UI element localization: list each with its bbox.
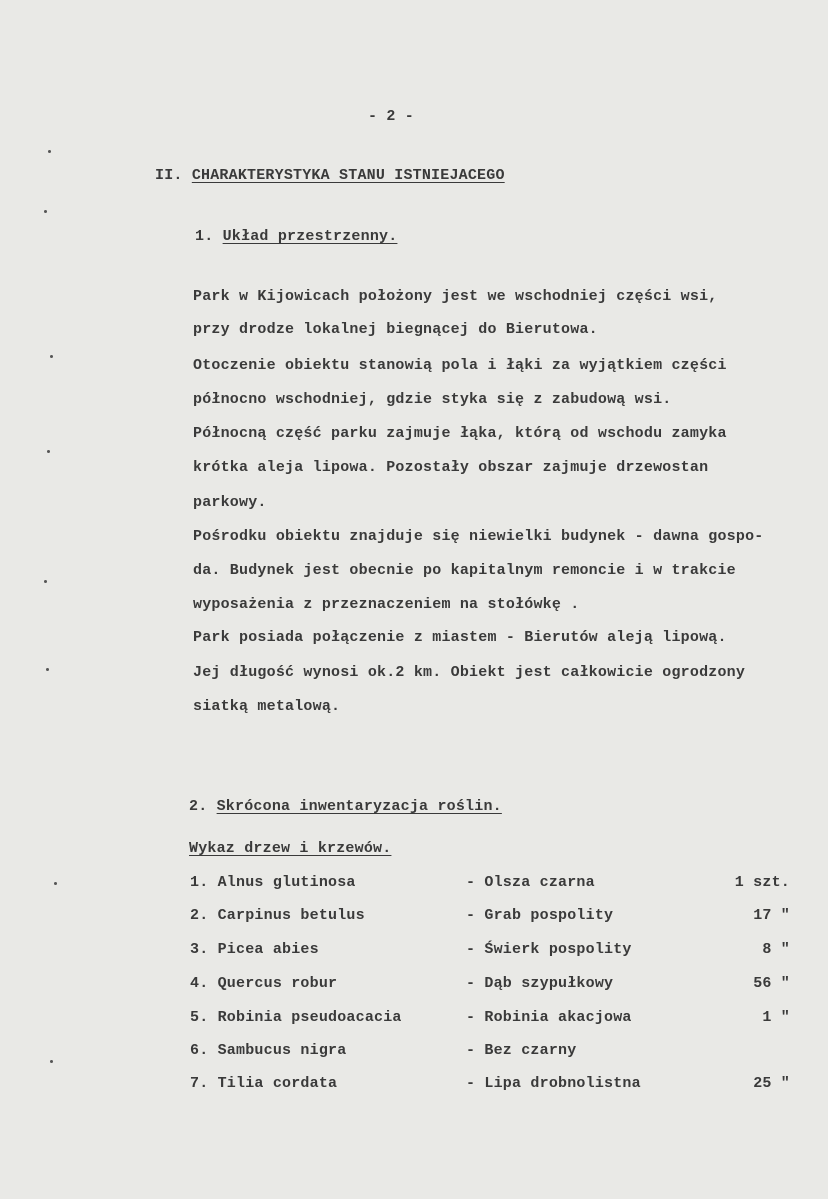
subsection-1-title: Układ przestrzenny. (222, 228, 398, 245)
paragraph-line: da. Budynek jest obecnie po kapitalnym remoncie i w trakcie (193, 562, 736, 579)
punch-hole-mark (44, 210, 47, 213)
item-number: 6. (190, 1042, 209, 1059)
quantity: 1 " (762, 1009, 790, 1026)
punch-hole-mark (50, 355, 53, 358)
list-item (0, 941, 828, 963)
punch-hole-mark (50, 1060, 53, 1063)
latin-name: Carpinus betulus (217, 907, 365, 924)
subsection-2-number: 2. (189, 798, 208, 815)
item-number: 2. (190, 907, 209, 924)
paragraph-line: Północną część parku zajmuje łąka, którą od wschodu zamyka (193, 425, 727, 442)
punch-hole-mark (44, 580, 47, 583)
paragraph-line: siatką metalową. (193, 698, 341, 715)
paragraph-line: wyposażenia z przeznaczeniem na stołówkę . (193, 596, 580, 613)
subsection-2-heading (189, 798, 502, 815)
section-heading (155, 167, 505, 184)
subsection-1-number: 1. (195, 228, 214, 245)
list-item (0, 975, 828, 997)
polish-name: - Olsza czarna (466, 874, 595, 891)
plant-list-heading: Wykaz drzew i krzewów. (189, 840, 392, 857)
paragraph-line: północno wschodniej, gdzie styka się z zabudową wsi. (193, 391, 672, 408)
paragraph-line: Otoczenie obiektu stanowią pola i łąki za wyjątkiem części (193, 357, 727, 374)
page-number: - 2 - (368, 108, 415, 125)
section-title: CHARAKTERYSTYKA STANU ISTNIEJACEGO (191, 167, 505, 184)
subsection-2-title: Skrócona inwentaryzacja roślin. (216, 798, 502, 815)
item-number: 1. (190, 874, 209, 891)
paragraph-line: przy drodze lokalnej biegnącej do Bierutowa. (193, 321, 598, 338)
list-item (0, 1042, 828, 1064)
latin-name: Quercus robur (217, 975, 338, 992)
punch-hole-mark (47, 450, 50, 453)
subsection-1-heading (195, 228, 397, 245)
section-number: II. (155, 167, 183, 184)
latin-name: Alnus glutinosa (217, 874, 356, 891)
polish-name: - Świerk pospolity (466, 941, 632, 958)
item-number: 5. (190, 1009, 209, 1026)
paragraph-line: krótka aleja lipowa. Pozostały obszar zajmuje drzewostan (193, 459, 709, 476)
latin-name: Sambucus nigra (217, 1042, 347, 1059)
paragraph-line: parkowy. (193, 494, 267, 511)
item-number: 3. (190, 941, 209, 958)
item-number: 4. (190, 975, 209, 992)
quantity: 1 szt. (734, 874, 790, 891)
polish-name: - Bez czarny (466, 1042, 577, 1059)
item-number: 7. (190, 1075, 209, 1092)
quantity: 8 " (762, 941, 790, 958)
latin-name: Picea abies (217, 941, 319, 958)
punch-hole-mark (48, 150, 51, 153)
list-item (0, 874, 828, 896)
quantity: 56 " (753, 975, 790, 992)
paragraph-line: Pośrodku obiektu znajduje się niewielki budynek - dawna gospo- (193, 528, 764, 545)
polish-name: - Lipa drobnolistna (466, 1075, 641, 1092)
punch-hole-mark (54, 882, 57, 885)
quantity: 25 " (753, 1075, 790, 1092)
list-item (0, 907, 828, 929)
latin-name: Robinia pseudoacacia (217, 1009, 402, 1026)
paragraph-line: Park w Kijowicach położony jest we wschodniej części wsi, (193, 288, 718, 305)
punch-hole-mark (46, 668, 49, 671)
latin-name: Tilia cordata (217, 1075, 338, 1092)
list-item (0, 1075, 828, 1097)
polish-name: - Dąb szypułkowy (466, 975, 614, 992)
quantity: 17 " (753, 907, 790, 924)
polish-name: - Robinia akacjowa (466, 1009, 632, 1026)
polish-name: - Grab pospolity (466, 907, 614, 924)
paragraph-line: Jej długość wynosi ok.2 km. Obiekt jest całkowicie ogrodzony (193, 664, 746, 681)
list-item (0, 1009, 828, 1031)
paragraph-line: Park posiada połączenie z miastem - Bierutów aleją lipową. (193, 629, 727, 646)
